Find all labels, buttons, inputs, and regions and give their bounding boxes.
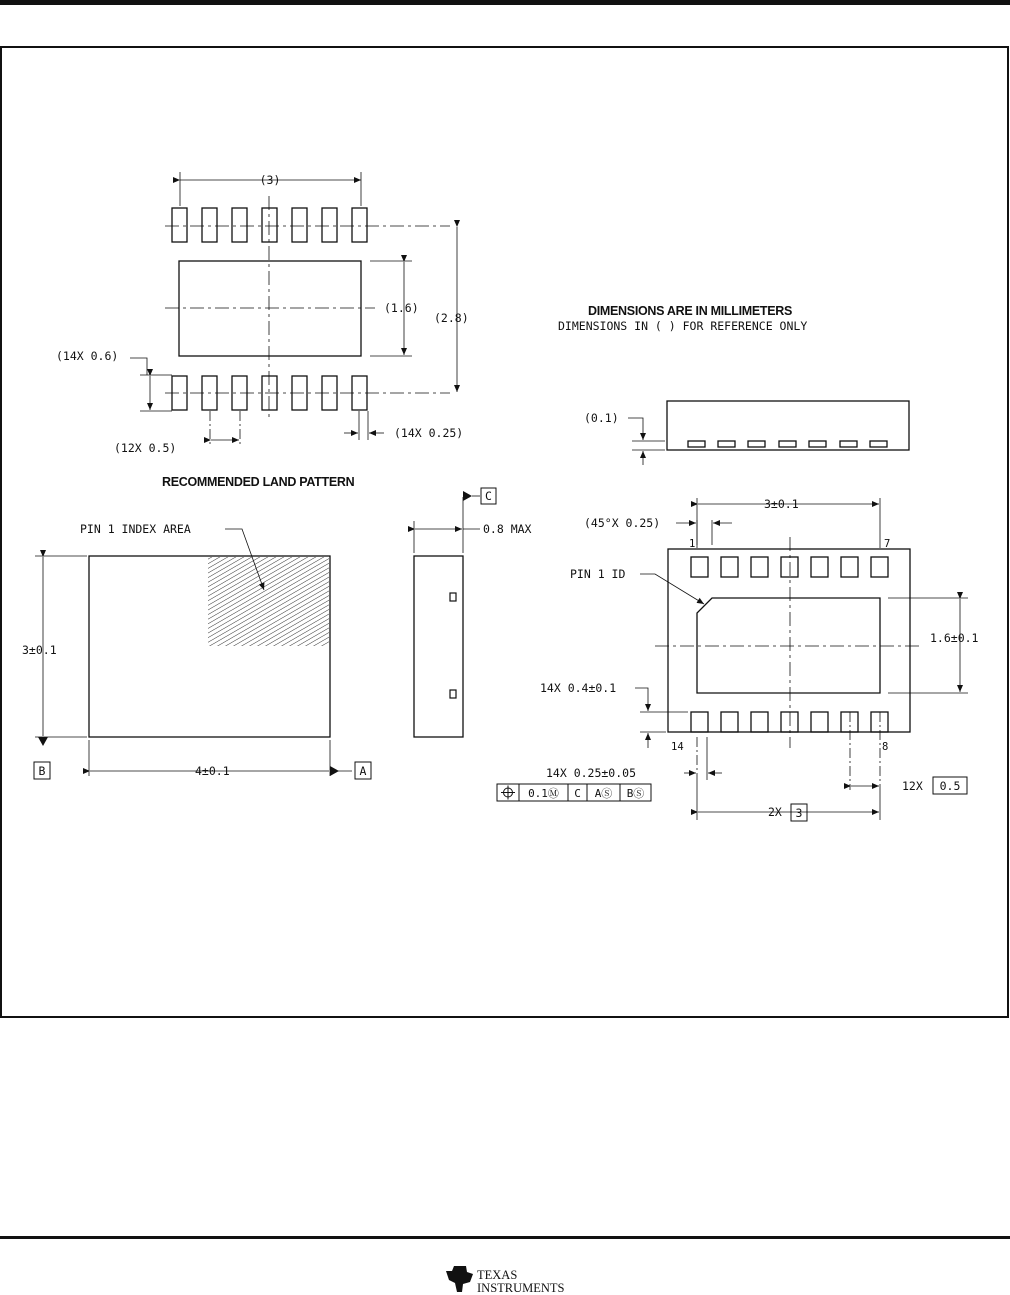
lead-bottom-2 (721, 712, 738, 732)
lp-padw-label: (14X 0.25) (394, 426, 464, 440)
side-lead-6 (840, 441, 857, 447)
datum-c-triangle (463, 491, 472, 501)
lead-bottom-1 (691, 712, 708, 732)
lead-top-7 (871, 557, 888, 577)
lead-bottom-4 (781, 712, 798, 732)
side-view-leads (688, 441, 887, 447)
lead-bottom-3 (751, 712, 768, 732)
position-symbol-icon (501, 786, 515, 800)
datum-b-label: B (38, 764, 46, 778)
side-lead-5 (809, 441, 826, 447)
sv-standoff-label: (0.1) (584, 411, 619, 425)
leader-pin1-id (640, 574, 704, 604)
note-reference: DIMENSIONS IN ( ) FOR REFERENCE ONLY (558, 319, 808, 333)
bottom-view-thermal-pad (697, 598, 880, 693)
tf-datum-b: BⓈ (626, 787, 645, 800)
land-pad-top-3 (232, 208, 247, 242)
land-pad-top-2 (202, 208, 217, 242)
ti-logo-line2: INSTRUMENTS (477, 1281, 565, 1295)
profile-lead-1 (450, 593, 456, 601)
lead-bottom-5 (811, 712, 828, 732)
datum-b-triangle (38, 737, 48, 746)
ti-logo-icon (446, 1266, 473, 1292)
texas-instruments-logo (446, 1266, 565, 1295)
land-pad-top-6 (322, 208, 337, 242)
pv-thickness-label: 0.8 MAX (483, 522, 532, 536)
bv-span-label: 2X (768, 805, 782, 819)
note-mm: DIMENSIONS ARE IN MILLIMETERS (588, 304, 793, 318)
lead-bottom-6 (841, 712, 858, 732)
land-pattern-thermal-pad (179, 261, 361, 356)
leader-lp-pad-length (130, 358, 147, 375)
profile-lead-2 (450, 690, 456, 698)
bv-pitch-value: 0.5 (939, 779, 961, 793)
side-lead-7 (870, 441, 887, 447)
lead-bottom-7 (871, 712, 888, 732)
land-pad-top-7 (352, 208, 367, 242)
datum-a-triangle (330, 766, 339, 776)
tolerance-frame (497, 784, 651, 801)
land-pad-top-5 (292, 208, 307, 242)
lead-top-4 (781, 557, 798, 577)
lead-top-2 (721, 557, 738, 577)
side-view-body (667, 401, 909, 450)
bv-width-label: 3±0.1 (764, 497, 799, 511)
bv-span-value: 3 (795, 806, 803, 820)
profile-body (414, 556, 463, 737)
bv-pin1-id-label: PIN 1 ID (570, 567, 626, 581)
lp-pad-label: (1.6) (384, 301, 419, 315)
lp-title: RECOMMENDED LAND PATTERN (162, 475, 355, 489)
tf-datum-c: C (574, 787, 581, 800)
leader-bv-leadlen (635, 688, 648, 711)
tf-tolerance: 0.1Ⓜ (528, 787, 559, 800)
tf-datum-a: AⓈ (594, 787, 613, 800)
bv-pin7-label: 7 (884, 538, 891, 550)
side-lead-1 (688, 441, 705, 447)
land-pad-top-1 (172, 208, 187, 242)
bottom-view-bottom-leads (691, 712, 888, 732)
land-pad-top-4 (262, 208, 277, 242)
bv-pad-label: 1.6±0.1 (930, 631, 979, 645)
lp-width-label: (3) (259, 173, 281, 187)
bottom-view-top-leads (691, 557, 888, 577)
lp-pitch-label: (12X 0.5) (114, 441, 177, 455)
lead-top-5 (811, 557, 828, 577)
bv-pin8-label: 8 (882, 741, 889, 753)
tv-height-label: 3±0.1 (22, 643, 57, 657)
profile-view (414, 497, 480, 737)
lp-padlen-label: (14X 0.6) (56, 349, 119, 363)
side-lead-2 (718, 441, 735, 447)
datum-c-label: C (485, 489, 492, 503)
leader-sv-standoff (628, 418, 643, 440)
side-view (628, 401, 909, 465)
bv-pitch-label: 12X (902, 779, 923, 793)
bv-pin1-label: 1 (689, 538, 696, 550)
land-pattern-top-pads (172, 208, 367, 242)
lead-top-6 (841, 557, 858, 577)
bv-pin14-label: 14 (671, 741, 684, 753)
ti-logo-line1: TEXAS (477, 1268, 518, 1282)
bottom-view (635, 498, 968, 820)
top-view (35, 529, 352, 776)
pin1-index-area (208, 557, 329, 646)
datum-a-label: A (359, 764, 367, 778)
bv-leadw-label: 14X 0.25±0.05 (546, 766, 637, 780)
pin1-index-label: PIN 1 INDEX AREA (80, 522, 191, 536)
side-lead-3 (748, 441, 765, 447)
bv-chamfer-label: (45°X 0.25) (584, 516, 661, 530)
lp-height-label: (2.8) (434, 311, 469, 325)
tv-width-label: 4±0.1 (195, 764, 230, 778)
lead-top-1 (691, 557, 708, 577)
bv-leadlen-label: 14X 0.4±0.1 (540, 681, 617, 695)
side-lead-4 (779, 441, 796, 447)
lead-top-3 (751, 557, 768, 577)
